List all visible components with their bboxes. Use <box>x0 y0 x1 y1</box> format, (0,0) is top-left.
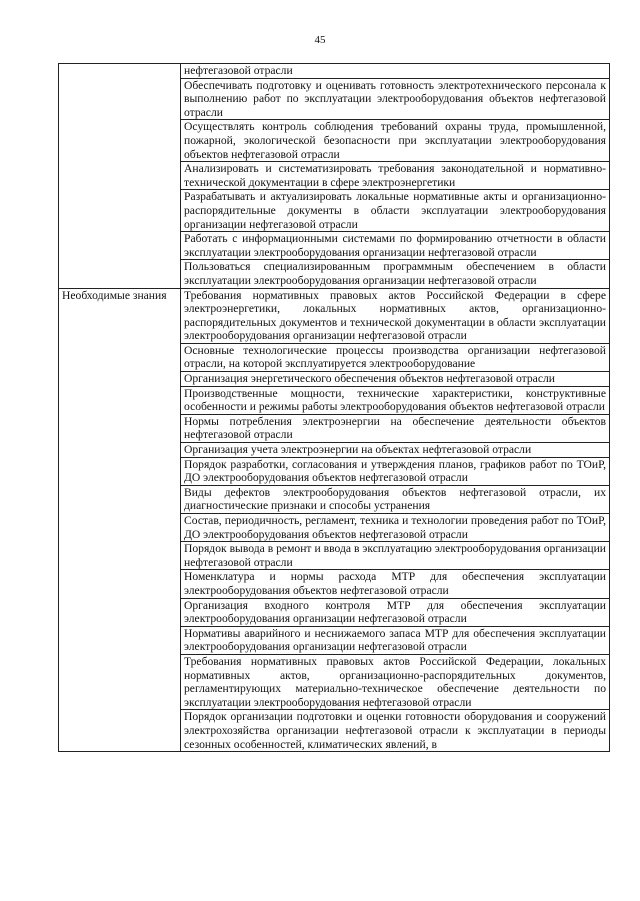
list-item: Порядок разработки, согласования и утверждения планов, графиков работ по ТОиР, ДО электрооборудования объектов нефтегазовой отрасли <box>181 457 610 485</box>
list-item: Основные технологические процессы производства организации нефтегазовой отрасли, на которой эксплуатируется электрооборудование <box>181 343 610 371</box>
list-item: Работать с информационными системами по формированию отчетности в области эксплуатации электрооборудования организации нефтегазовой отрасли <box>181 232 610 260</box>
table-row <box>59 64 610 79</box>
list-item: Пользоваться специализированным программным обеспечением в области эксплуатации электрооборудования организации нефтегазовой отрасли <box>181 260 610 288</box>
list-item: Номенклатура и нормы расхода МТР для обеспечения эксплуатации электрооборудования объектов нефтегазовой отрасли <box>181 570 610 598</box>
list-item: Обеспечивать подготовку и оценивать готовность электротехнического персонала к выполнению работ по эксплуатации электрооборудования объектов нефтегазовой отрасли <box>181 78 610 120</box>
table-row <box>59 288 610 343</box>
list-item: Организация энергетического обеспечения объектов нефтегазовой отрасли <box>181 372 610 387</box>
list-item: Состав, периодичность, регламент, техника и технологии проведения работ по ТОиР, ДО электрооборудования объектов нефтегазовой отрасли <box>181 514 610 542</box>
skills-label-cell <box>59 64 181 289</box>
list-item: Порядок организации подготовки и оценки готовности оборудования и сооружений электрохозяйства организации нефтегазовой отрасли к эксплуатации в периоды сезонных особенностей, климатических явлений, в <box>181 710 610 752</box>
competency-table <box>58 63 610 752</box>
page-number: 45 <box>314 34 326 46</box>
list-item: Разрабатывать и актуализировать локальные нормативные акты и организационно-распорядительные документы в области эксплуатации электрооборудования организации нефтегазовой отрасли <box>181 190 610 232</box>
list-item: Требования нормативных правовых актов Российской Федерации в сфере электроэнергетики, локальных нормативных актов, организационно-распорядительных документов и технической документации в области эксплуатации электрооборудования организации нефтегазовой отрасли <box>181 288 610 343</box>
required-knowledge-label: Необходимые знания <box>59 288 181 752</box>
list-item: Нормы потребления электроэнергии на обеспечение деятельности объектов нефтегазовой отрасли <box>181 414 610 442</box>
list-item: Осуществлять контроль соблюдения требований охраны труда, промышленной, пожарной, экологической безопасности при эксплуатации электрооборудования объектов нефтегазовой отрасли <box>181 120 610 162</box>
list-item: Производственные мощности, технические характеристики, конструктивные особенности и режимы работы электрооборудования объектов нефтегазовой отрасли <box>181 386 610 414</box>
list-item: Нормативы аварийного и неснижаемого запаса МТР для обеспечения эксплуатации электрооборудования организации нефтегазовой отрасли <box>181 626 610 654</box>
list-item: Виды дефектов электрооборудования объектов нефтегазовой отрасли, их диагностические признаки и способы устранения <box>181 485 610 513</box>
list-item: Анализировать и систематизировать требования законодательной и нормативно-технической документации в сфере электроэнергетики <box>181 162 610 190</box>
list-item: Организация учета электроэнергии на объектах нефтегазовой отрасли <box>181 443 610 458</box>
list-item: Требования нормативных правовых актов Российской Федерации, локальных нормативных актов, организационно-распорядительных документов, регламентирующих материально-техническое обеспечение деятельности по эксплуатации электрооборудования нефтегазовой отрасли <box>181 654 610 709</box>
list-item: нефтегазовой отрасли <box>181 64 610 79</box>
list-item: Организация входного контроля МТР для обеспечения эксплуатации электрооборудования организации нефтегазовой отрасли <box>181 598 610 626</box>
list-item: Порядок вывода в ремонт и ввода в эксплуатацию электрооборудования организации нефтегазовой отрасли <box>181 542 610 570</box>
